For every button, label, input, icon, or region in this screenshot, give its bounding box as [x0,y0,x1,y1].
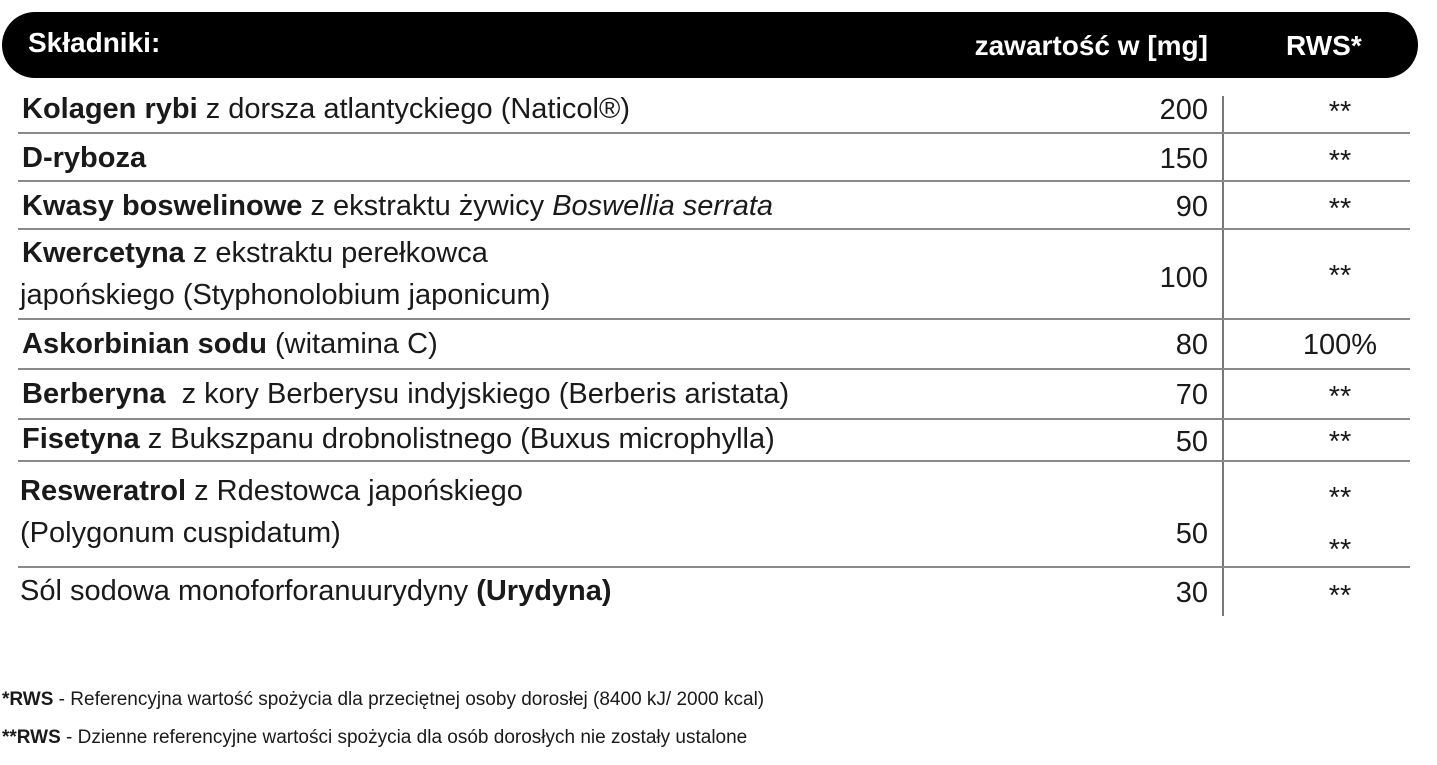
ingredient-bold: Kwercetyna [22,237,185,269]
ingredient-bold: Kwasy boswelinowe [22,190,303,222]
footnote-mark: *RWS [2,689,54,710]
table-row [0,86,1410,134]
ingredient-detail: z ekstraktu perełkowca [184,237,488,269]
ingredient-latin: Boswellia serrata [552,190,774,222]
ingredient-rws: ** [1328,482,1352,514]
ingredient-bold: Resweratrol [20,475,187,507]
table-row [0,134,1410,182]
ingredient-name-line2: japońskiego (Styphonolobium japonicum) [20,279,551,311]
ingredient-detail: Sól sodowa monoforforanuurydyny [20,575,477,607]
ingredient-amount: 200 [1159,94,1208,126]
table-row [0,420,1410,462]
ingredient-bold: Fisetyna [22,423,140,455]
ingredient-bold: D-ryboza [22,142,147,174]
header-ingredients: Składniki: [28,27,161,58]
ingredient-name [22,185,773,227]
footnote-text: - Dzienne referencyjne wartości spożycia dla osób dorosłych nie zostały ustalone [60,727,748,748]
ingredient-rws: 100% [1302,329,1378,361]
ingredient-rws: ** [1328,426,1352,458]
ingredient-rws: ** [1328,193,1352,225]
ingredient-detail: z Bukszpanu drobnolistnego (Buxus microphylla) [139,423,775,455]
ingredient-rws-secondary: ** [1328,534,1352,566]
ingredient-name [20,570,612,612]
footnote-text: - Referencyjna wartość spożycia dla przeciętnej osoby dorosłej (8400 kJ/ 2000 kcal) [53,689,765,710]
table-header [2,12,1418,78]
ingredient-name [22,323,438,365]
ingredient-rws: ** [1328,96,1352,128]
header-amount: zawartość w [mg] [974,30,1208,61]
ingredient-amount: 30 [1175,577,1208,609]
ingredient-name [22,232,488,274]
ingredient-name [22,137,146,179]
header-rws: RWS* [1286,30,1362,61]
ingredient-amount: 80 [1175,329,1208,361]
ingredient-name [22,88,630,130]
table-row [0,320,1410,370]
ingredient-name [20,470,523,512]
ingredient-amount: 100 [1159,262,1208,294]
ingredient-detail: z dorsza atlantyckiego (Naticol®) [197,93,631,125]
table-row [0,230,1410,320]
ingredient-rws: ** [1328,145,1352,177]
ingredient-bold: Berberyna [22,378,166,410]
ingredient-name-line2: (Polygonum cuspidatum) [20,517,341,549]
ingredient-detail: z Rdestowca japońskiego [186,475,523,507]
ingredient-rws: ** [1328,381,1352,413]
ingredient-amount: 70 [1175,379,1208,411]
ingredient-detail: z kory Berberysu indyjskiego (Berberis aristata) [165,378,790,410]
table-row [0,568,1410,618]
ingredient-detail: (witamina C) [266,328,438,360]
footnote-mark: **RWS [2,727,61,748]
ingredient-detail: z ekstraktu żywicy [302,190,553,222]
ingredient-name [22,418,775,460]
ingredient-amount: 150 [1159,143,1208,175]
table-row [0,370,1410,420]
ingredient-bold: (Urydyna) [476,575,612,607]
ingredient-amount: 50 [1175,426,1208,458]
table-row [0,182,1410,230]
ingredient-rws: ** [1328,260,1352,292]
table-row [0,462,1410,568]
ingredient-name [22,373,789,415]
ingredient-rws: ** [1328,580,1352,612]
ingredient-bold: Kolagen rybi [22,93,198,125]
ingredient-amount: 90 [1175,191,1208,223]
footnote [2,689,764,711]
ingredient-bold: Askorbinian sodu [22,328,267,360]
ingredient-amount: 50 [1175,518,1208,550]
footnote [2,727,747,749]
